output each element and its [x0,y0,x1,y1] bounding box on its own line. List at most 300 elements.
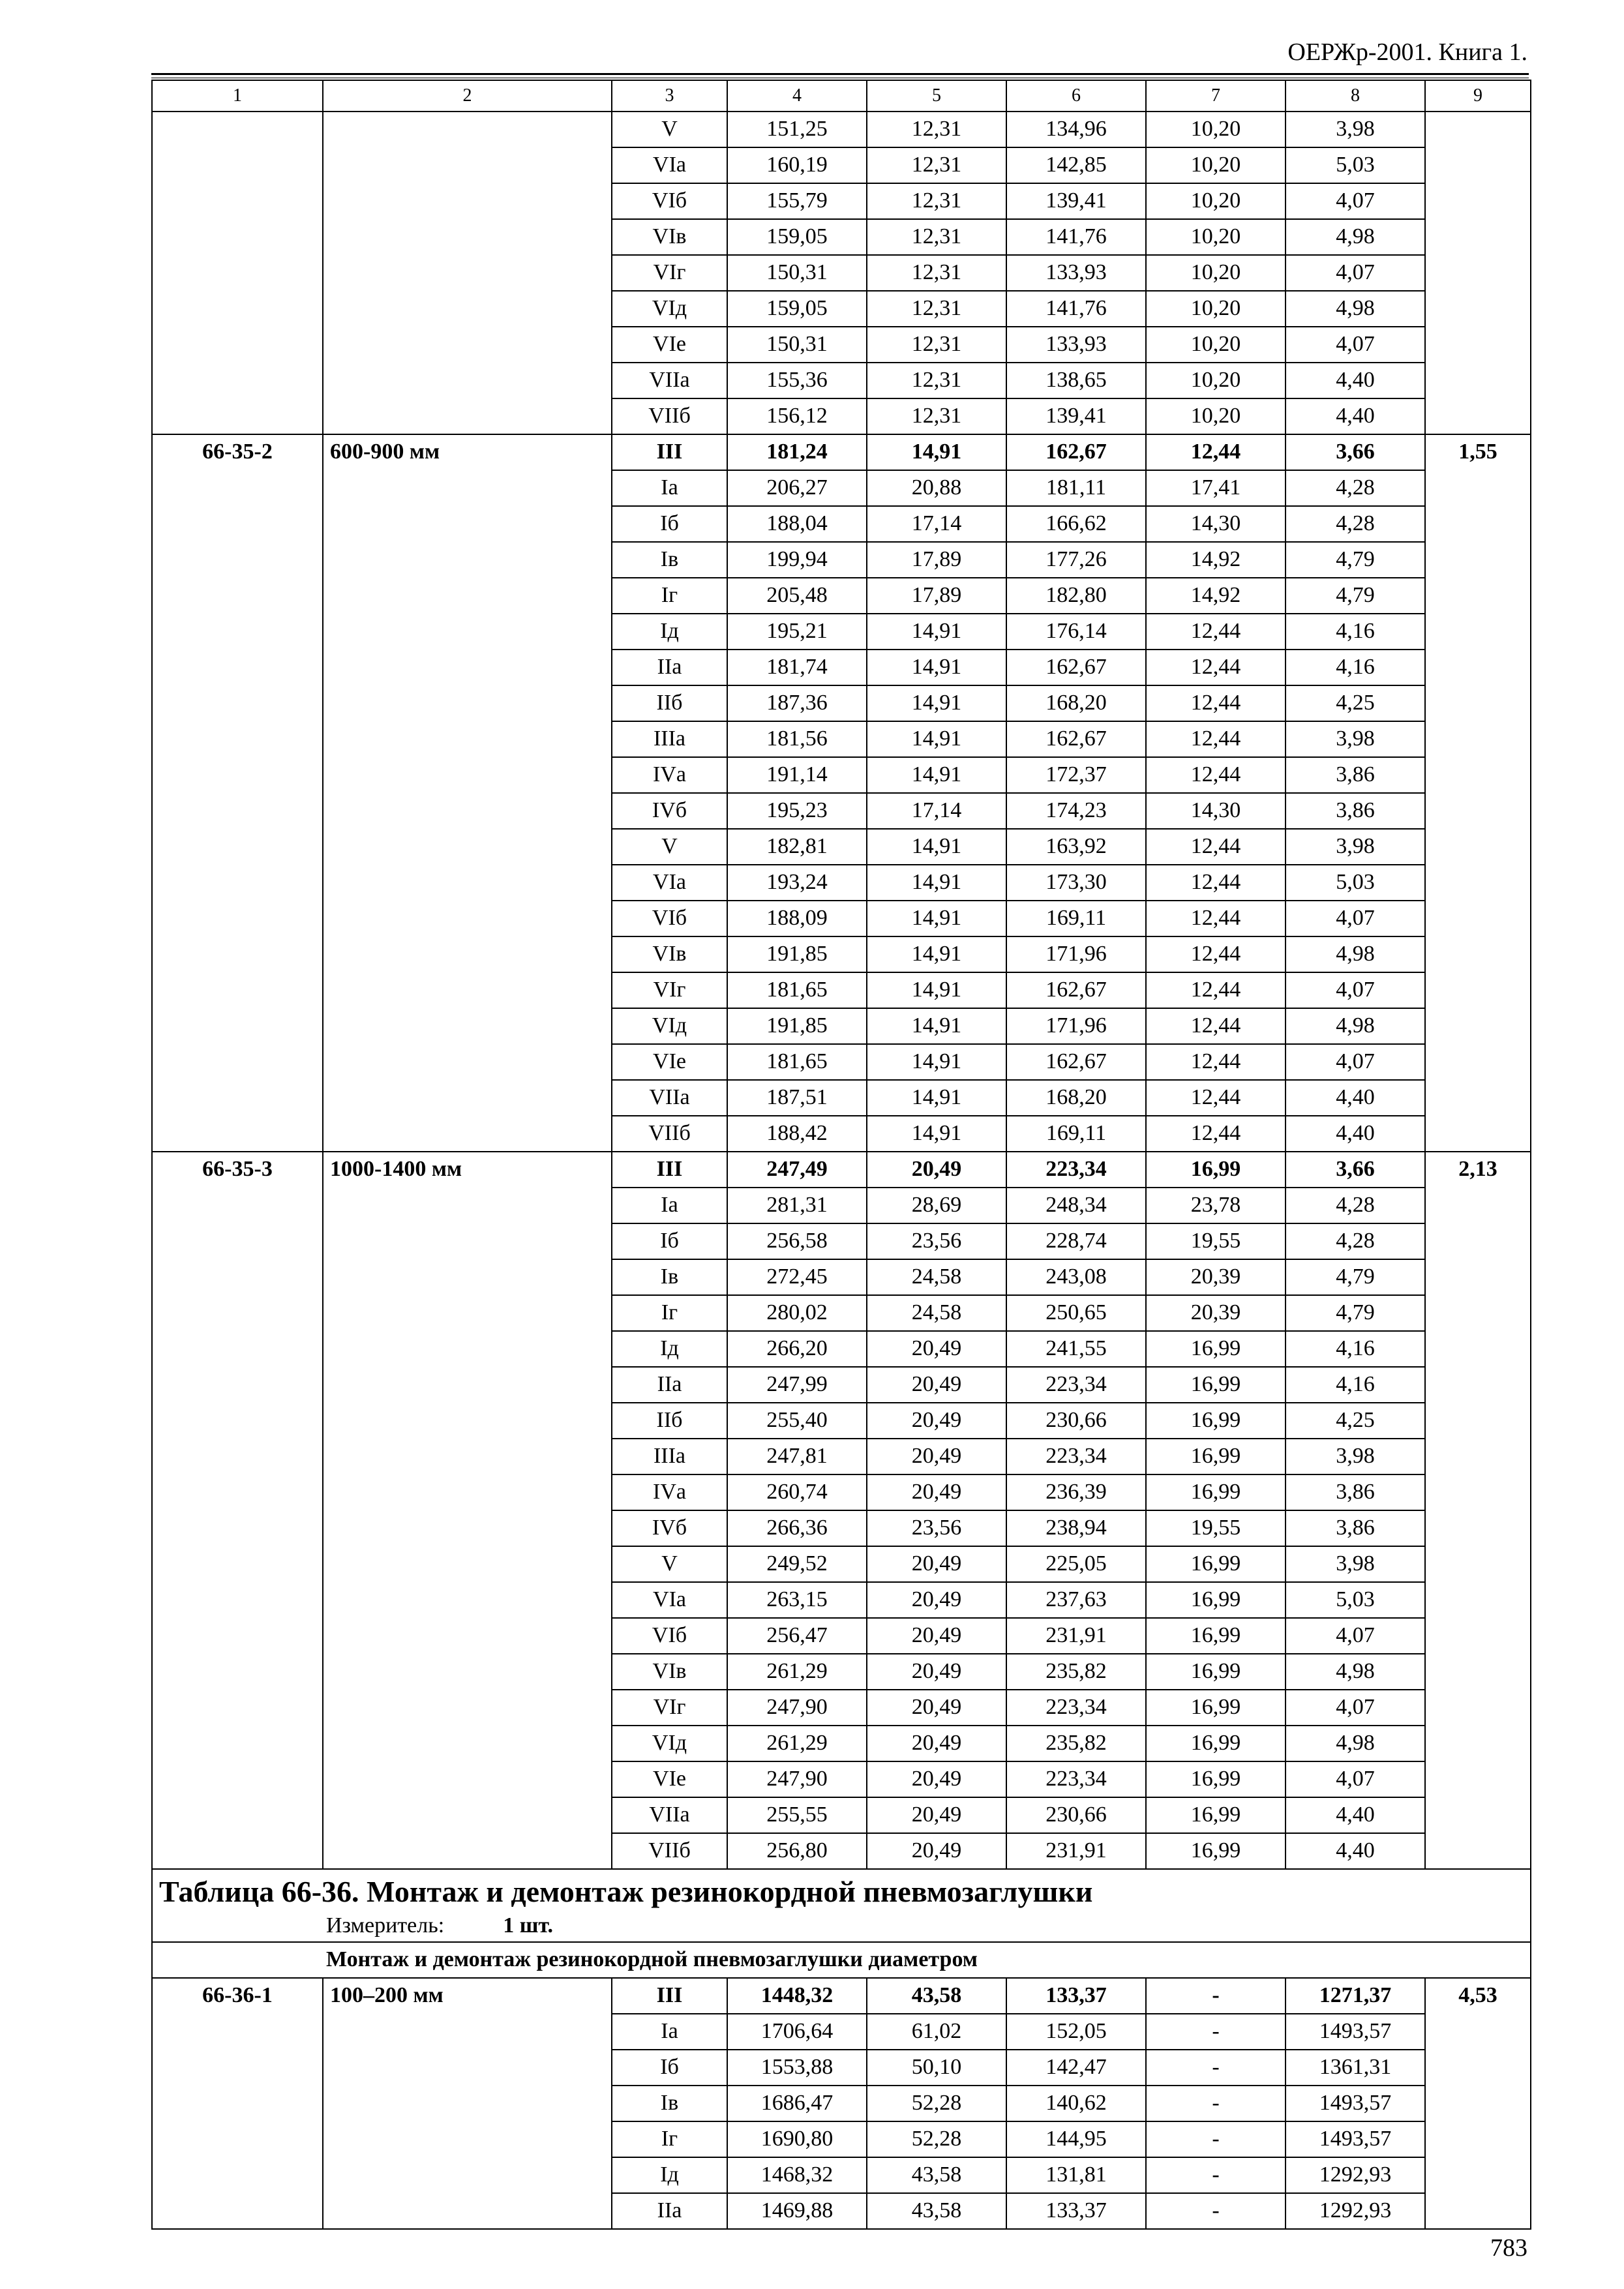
labor-cost-cell: 20,49 [867,1474,1006,1510]
header-rule [151,73,1529,75]
column-number-cell: 7 [1146,80,1286,112]
materials-cell: 1493,57 [1286,2014,1425,2050]
labor-cost-cell: 17,14 [867,793,1006,829]
labor-cost-cell: 20,49 [867,1726,1006,1761]
materials-cell: 1292,93 [1286,2193,1425,2229]
operator-wage-cell: 19,55 [1146,1223,1286,1259]
labor-cost-cell: 12,31 [867,219,1006,255]
labor-cost-cell: 20,49 [867,1833,1006,1869]
materials-cell: 3,66 [1286,434,1425,470]
direct-cost-cell: 160,19 [727,147,867,183]
zone-cell: IVа [612,1474,727,1510]
table-row [152,112,1531,147]
labor-cost-cell: 14,91 [867,721,1006,757]
table-title-row [152,1869,1531,1942]
zone-cell: IIб [612,685,727,721]
direct-cost-cell: 191,85 [727,936,867,972]
labor-cost-cell: 20,49 [867,1331,1006,1367]
operator-wage-cell: 10,20 [1146,219,1286,255]
operator-wage-cell: 17,41 [1146,470,1286,506]
zone-cell: VIг [612,255,727,291]
machine-cost-cell: 133,37 [1006,1978,1146,2014]
operator-wage-cell: 12,44 [1146,721,1286,757]
operator-wage-cell: 12,44 [1146,972,1286,1008]
labor-cost-cell: 20,49 [867,1797,1006,1833]
direct-cost-cell: 247,90 [727,1761,867,1797]
direct-cost-cell: 206,27 [727,470,867,506]
labor-cost-cell: 20,49 [867,1546,1006,1582]
machine-cost-cell: 141,76 [1006,219,1146,255]
operator-wage-cell: 12,44 [1146,650,1286,685]
operator-wage-cell: 12,44 [1146,865,1286,901]
labor-cost-cell: 14,91 [867,829,1006,865]
labor-cost-cell: 20,49 [867,1439,1006,1474]
column-number-cell: 5 [867,80,1006,112]
materials-cell: 4,07 [1286,183,1425,219]
code-cell: 66-35-3 [152,1152,323,1869]
materials-cell: 1361,31 [1286,2050,1425,2086]
materials-cell: 4,07 [1286,1044,1425,1080]
labor-cost-cell: 14,91 [867,685,1006,721]
direct-cost-cell: 155,36 [727,363,867,398]
operator-wage-cell: 12,44 [1146,434,1286,470]
machine-cost-cell: 162,67 [1006,650,1146,685]
zone-cell: Iа [612,2014,727,2050]
operator-wage-cell: - [1146,2014,1286,2050]
machine-cost-cell: 231,91 [1006,1618,1146,1654]
operator-wage-cell: 16,99 [1146,1582,1286,1618]
machine-cost-cell: 163,92 [1006,829,1146,865]
measure-line [159,1913,1524,1939]
materials-cell: 4,40 [1286,1116,1425,1152]
code-cell: 66-35-2 [152,434,323,1152]
operator-wage-cell: - [1146,2157,1286,2193]
labor-cost-cell: 20,49 [867,1654,1006,1690]
operator-wage-cell: 16,99 [1146,1654,1286,1690]
zone-cell: IIа [612,2193,727,2229]
materials-cell: 4,79 [1286,1259,1425,1295]
rates-table-body [152,80,1531,2229]
materials-cell: 3,98 [1286,1439,1425,1474]
direct-cost-cell: 249,52 [727,1546,867,1582]
materials-cell: 4,98 [1286,291,1425,327]
direct-cost-cell: 191,14 [727,757,867,793]
machine-cost-cell: 177,26 [1006,542,1146,578]
machine-cost-cell: 223,34 [1006,1761,1146,1797]
machine-cost-cell: 223,34 [1006,1152,1146,1188]
labor-cost-cell: 43,58 [867,2157,1006,2193]
direct-cost-cell: 156,12 [727,398,867,434]
direct-cost-cell: 256,58 [727,1223,867,1259]
operator-wage-cell: 14,92 [1146,542,1286,578]
zone-cell: III [612,434,727,470]
materials-cell: 4,07 [1286,1618,1425,1654]
zone-cell: Iг [612,578,727,614]
measure-label: Измеритель: [326,1913,445,1937]
machine-cost-cell: 250,65 [1006,1295,1146,1331]
direct-cost-cell: 281,31 [727,1188,867,1223]
machine-cost-cell: 169,11 [1006,1116,1146,1152]
name-cell: 600-900 мм [323,434,612,1152]
direct-cost-cell: 1686,47 [727,2086,867,2121]
zone-cell: Iв [612,542,727,578]
machine-cost-cell: 243,08 [1006,1259,1146,1295]
labor-cost-cell: 52,28 [867,2086,1006,2121]
direct-cost-cell: 195,23 [727,793,867,829]
machine-cost-cell: 162,67 [1006,1044,1146,1080]
zone-cell: IIб [612,1403,727,1439]
machine-cost-cell: 223,34 [1006,1439,1146,1474]
labor-cost-cell: 14,91 [867,901,1006,936]
labor-cost-cell: 24,58 [867,1295,1006,1331]
operator-wage-cell: 12,44 [1146,1044,1286,1080]
direct-cost-cell: 150,31 [727,327,867,363]
zone-cell: V [612,829,727,865]
direct-cost-cell: 159,05 [727,291,867,327]
direct-cost-cell: 247,99 [727,1367,867,1403]
operator-wage-cell: 10,20 [1146,183,1286,219]
machine-cost-cell: 225,05 [1006,1546,1146,1582]
labor-cost-cell: 14,91 [867,650,1006,685]
materials-cell: 4,98 [1286,1654,1425,1690]
labor-cost-cell: 20,88 [867,470,1006,506]
direct-cost-cell: 1448,32 [727,1978,867,2014]
zone-cell: VIе [612,327,727,363]
materials-cell: 4,28 [1286,506,1425,542]
machine-cost-cell: 131,81 [1006,2157,1146,2193]
operator-wage-cell: 16,99 [1146,1726,1286,1761]
materials-cell: 4,40 [1286,1080,1425,1116]
zone-cell: IIIа [612,721,727,757]
operator-wage-cell: 16,99 [1146,1367,1286,1403]
machine-cost-cell: 171,96 [1006,1008,1146,1044]
machine-cost-cell: 142,85 [1006,147,1146,183]
operator-wage-cell: 16,99 [1146,1403,1286,1439]
labor-cost-cell: 14,91 [867,865,1006,901]
direct-cost-cell: 260,74 [727,1474,867,1510]
machine-cost-cell: 182,80 [1006,578,1146,614]
zone-cell: IVа [612,757,727,793]
direct-cost-cell: 261,29 [727,1726,867,1761]
machine-cost-cell: 141,76 [1006,291,1146,327]
materials-cell: 4,07 [1286,255,1425,291]
direct-cost-cell: 155,79 [727,183,867,219]
direct-cost-cell: 261,29 [727,1654,867,1690]
materials-cell: 4,07 [1286,901,1425,936]
machine-cost-cell: 144,95 [1006,2121,1146,2157]
zone-cell: VIд [612,1008,727,1044]
materials-cell: 5,03 [1286,1582,1425,1618]
materials-cell: 1271,37 [1286,1978,1425,2014]
zone-cell: IIIа [612,1439,727,1474]
direct-cost-cell: 247,81 [727,1439,867,1474]
machine-cost-cell: 133,93 [1006,255,1146,291]
coefficient-cell [1425,112,1531,434]
direct-cost-cell: 188,04 [727,506,867,542]
labor-cost-cell: 12,31 [867,255,1006,291]
table-row-base [152,1978,1531,2014]
operator-wage-cell: 14,30 [1146,793,1286,829]
machine-cost-cell: 142,47 [1006,2050,1146,2086]
subheading-row [152,1942,1531,1978]
machine-cost-cell: 133,93 [1006,327,1146,363]
zone-cell: VIд [612,291,727,327]
materials-cell: 1493,57 [1286,2121,1425,2157]
zone-cell: VIа [612,147,727,183]
table-title-cell [152,1869,1531,1942]
materials-cell: 4,25 [1286,685,1425,721]
direct-cost-cell: 182,81 [727,829,867,865]
operator-wage-cell: 12,44 [1146,614,1286,650]
materials-cell: 4,79 [1286,578,1425,614]
operator-wage-cell: 14,92 [1146,578,1286,614]
labor-cost-cell: 17,89 [867,578,1006,614]
machine-cost-cell: 162,67 [1006,434,1146,470]
direct-cost-cell: 181,56 [727,721,867,757]
labor-cost-cell: 50,10 [867,2050,1006,2086]
zone-cell: Iа [612,1188,727,1223]
materials-cell: 4,98 [1286,219,1425,255]
materials-cell: 4,28 [1286,470,1425,506]
machine-cost-cell: 162,67 [1006,721,1146,757]
operator-wage-cell: 16,99 [1146,1690,1286,1726]
column-number-row [152,80,1531,112]
machine-cost-cell: 168,20 [1006,1080,1146,1116]
zone-cell: VIIб [612,1833,727,1869]
materials-cell: 3,98 [1286,829,1425,865]
direct-cost-cell: 1468,32 [727,2157,867,2193]
zone-cell: VIд [612,1726,727,1761]
zone-cell: III [612,1152,727,1188]
machine-cost-cell: 172,37 [1006,757,1146,793]
materials-cell: 3,86 [1286,757,1425,793]
materials-cell: 4,40 [1286,398,1425,434]
direct-cost-cell: 272,45 [727,1259,867,1295]
labor-cost-cell: 14,91 [867,1116,1006,1152]
zone-cell: Iд [612,614,727,650]
direct-cost-cell: 159,05 [727,219,867,255]
direct-cost-cell: 181,65 [727,972,867,1008]
operator-wage-cell: 10,20 [1146,327,1286,363]
materials-cell: 4,25 [1286,1403,1425,1439]
labor-cost-cell: 20,49 [867,1618,1006,1654]
labor-cost-cell: 23,56 [867,1510,1006,1546]
materials-cell: 3,66 [1286,1152,1425,1188]
operator-wage-cell: 14,30 [1146,506,1286,542]
zone-cell: IVб [612,1510,727,1546]
direct-cost-cell: 1706,64 [727,2014,867,2050]
direct-cost-cell: 256,47 [727,1618,867,1654]
machine-cost-cell: 223,34 [1006,1690,1146,1726]
operator-wage-cell: 10,20 [1146,112,1286,147]
labor-cost-cell: 20,49 [867,1403,1006,1439]
materials-cell: 1292,93 [1286,2157,1425,2193]
machine-cost-cell: 134,96 [1006,112,1146,147]
direct-cost-cell: 193,24 [727,865,867,901]
machine-cost-cell: 162,67 [1006,972,1146,1008]
operator-wage-cell: 12,44 [1146,1116,1286,1152]
zone-cell: VIIб [612,1116,727,1152]
labor-cost-cell: 12,31 [867,183,1006,219]
machine-cost-cell: 235,82 [1006,1654,1146,1690]
materials-cell: 4,98 [1286,1008,1425,1044]
labor-cost-cell: 12,31 [867,327,1006,363]
direct-cost-cell: 150,31 [727,255,867,291]
zone-cell: Iг [612,1295,727,1331]
zone-cell: Iб [612,506,727,542]
materials-cell: 4,28 [1286,1223,1425,1259]
machine-cost-cell: 133,37 [1006,2193,1146,2229]
direct-cost-cell: 1469,88 [727,2193,867,2229]
direct-cost-cell: 188,42 [727,1116,867,1152]
operator-wage-cell: 12,44 [1146,829,1286,865]
zone-cell: Iб [612,1223,727,1259]
materials-cell: 4,07 [1286,1690,1425,1726]
operator-wage-cell: 16,99 [1146,1474,1286,1510]
operator-wage-cell: 16,99 [1146,1439,1286,1474]
zone-cell: VIа [612,865,727,901]
materials-cell: 4,16 [1286,650,1425,685]
operator-wage-cell: 16,99 [1146,1833,1286,1869]
zone-cell: VIа [612,1582,727,1618]
zone-cell: V [612,1546,727,1582]
machine-cost-cell: 139,41 [1006,398,1146,434]
materials-cell: 3,98 [1286,1546,1425,1582]
labor-cost-cell: 20,49 [867,1152,1006,1188]
zone-cell: Iб [612,2050,727,2086]
labor-cost-cell: 61,02 [867,2014,1006,2050]
direct-cost-cell: 187,36 [727,685,867,721]
materials-cell: 3,98 [1286,721,1425,757]
coefficient-cell: 2,13 [1425,1152,1531,1869]
machine-cost-cell: 231,91 [1006,1833,1146,1869]
coefficient-cell: 1,55 [1425,434,1531,1152]
machine-cost-cell: 140,62 [1006,2086,1146,2121]
materials-cell: 4,07 [1286,972,1425,1008]
operator-wage-cell: - [1146,2086,1286,2121]
machine-cost-cell: 230,66 [1006,1797,1146,1833]
operator-wage-cell: - [1146,2121,1286,2157]
column-number-cell: 6 [1006,80,1146,112]
labor-cost-cell: 14,91 [867,614,1006,650]
operator-wage-cell: 10,20 [1146,147,1286,183]
table-row-base [152,1152,1531,1188]
materials-cell: 4,16 [1286,614,1425,650]
direct-cost-cell: 151,25 [727,112,867,147]
materials-cell: 4,40 [1286,363,1425,398]
direct-cost-cell: 255,40 [727,1403,867,1439]
machine-cost-cell: 138,65 [1006,363,1146,398]
zone-cell: VIб [612,901,727,936]
name-cell: 1000-1400 мм [323,1152,612,1869]
labor-cost-cell: 12,31 [867,363,1006,398]
materials-cell: 4,40 [1286,1833,1425,1869]
materials-cell: 3,86 [1286,1474,1425,1510]
materials-cell: 4,40 [1286,1797,1425,1833]
zone-cell: VIIа [612,1080,727,1116]
direct-cost-cell: 1690,80 [727,2121,867,2157]
direct-cost-cell: 188,09 [727,901,867,936]
direct-cost-cell: 1553,88 [727,2050,867,2086]
labor-cost-cell: 14,91 [867,936,1006,972]
code-cell: 66-36-1 [152,1978,323,2229]
zone-cell: VIв [612,219,727,255]
labor-cost-cell: 14,91 [867,1044,1006,1080]
operator-wage-cell: 16,99 [1146,1761,1286,1797]
labor-cost-cell: 20,49 [867,1367,1006,1403]
machine-cost-cell: 223,34 [1006,1367,1146,1403]
machine-cost-cell: 166,62 [1006,506,1146,542]
machine-cost-cell: 235,82 [1006,1726,1146,1761]
operator-wage-cell: 16,99 [1146,1546,1286,1582]
materials-cell: 3,86 [1286,1510,1425,1546]
operator-wage-cell: 12,44 [1146,1008,1286,1044]
operator-wage-cell: 10,20 [1146,255,1286,291]
operator-wage-cell: 10,20 [1146,363,1286,398]
column-number-cell: 3 [612,80,727,112]
labor-cost-cell: 17,14 [867,506,1006,542]
materials-cell: 4,98 [1286,1726,1425,1761]
labor-cost-cell: 20,49 [867,1761,1006,1797]
zone-cell: III [612,1978,727,2014]
direct-cost-cell: 247,90 [727,1690,867,1726]
zone-cell: VIIа [612,1797,727,1833]
materials-cell: 4,79 [1286,542,1425,578]
machine-cost-cell: 171,96 [1006,936,1146,972]
materials-cell: 3,86 [1286,793,1425,829]
machine-cost-cell: 174,23 [1006,793,1146,829]
operator-wage-cell: 20,39 [1146,1259,1286,1295]
labor-cost-cell: 20,49 [867,1690,1006,1726]
zone-cell: Iв [612,1259,727,1295]
materials-cell: 4,79 [1286,1295,1425,1331]
operator-wage-cell: 12,44 [1146,936,1286,972]
direct-cost-cell: 191,85 [727,1008,867,1044]
machine-cost-cell: 139,41 [1006,183,1146,219]
direct-cost-cell: 199,94 [727,542,867,578]
machine-cost-cell: 237,63 [1006,1582,1146,1618]
labor-cost-cell: 17,89 [867,542,1006,578]
book-header: ОЕРЖр-2001. Книга 1. [1287,38,1527,66]
labor-cost-cell: 14,91 [867,972,1006,1008]
materials-cell: 1493,57 [1286,2086,1425,2121]
operator-wage-cell: 10,20 [1146,398,1286,434]
labor-cost-cell: 43,58 [867,2193,1006,2229]
materials-cell: 5,03 [1286,147,1425,183]
labor-cost-cell: 14,91 [867,434,1006,470]
machine-cost-cell: 238,94 [1006,1510,1146,1546]
machine-cost-cell: 228,74 [1006,1223,1146,1259]
direct-cost-cell: 195,21 [727,614,867,650]
rates-table [151,80,1531,2230]
labor-cost-cell: 12,31 [867,147,1006,183]
operator-wage-cell: 16,99 [1146,1797,1286,1833]
operator-wage-cell: - [1146,2050,1286,2086]
zone-cell: VIв [612,1654,727,1690]
materials-cell: 4,16 [1286,1331,1425,1367]
labor-cost-cell: 14,91 [867,757,1006,793]
labor-cost-cell: 12,31 [867,398,1006,434]
labor-cost-cell: 20,49 [867,1582,1006,1618]
zone-cell: IVб [612,793,727,829]
direct-cost-cell: 181,65 [727,1044,867,1080]
labor-cost-cell: 43,58 [867,1978,1006,2014]
column-number-cell: 2 [323,80,612,112]
zone-cell: VIб [612,1618,727,1654]
measure-unit: 1 шт. [503,1913,554,1937]
direct-cost-cell: 266,20 [727,1331,867,1367]
zone-cell: VIг [612,1690,727,1726]
